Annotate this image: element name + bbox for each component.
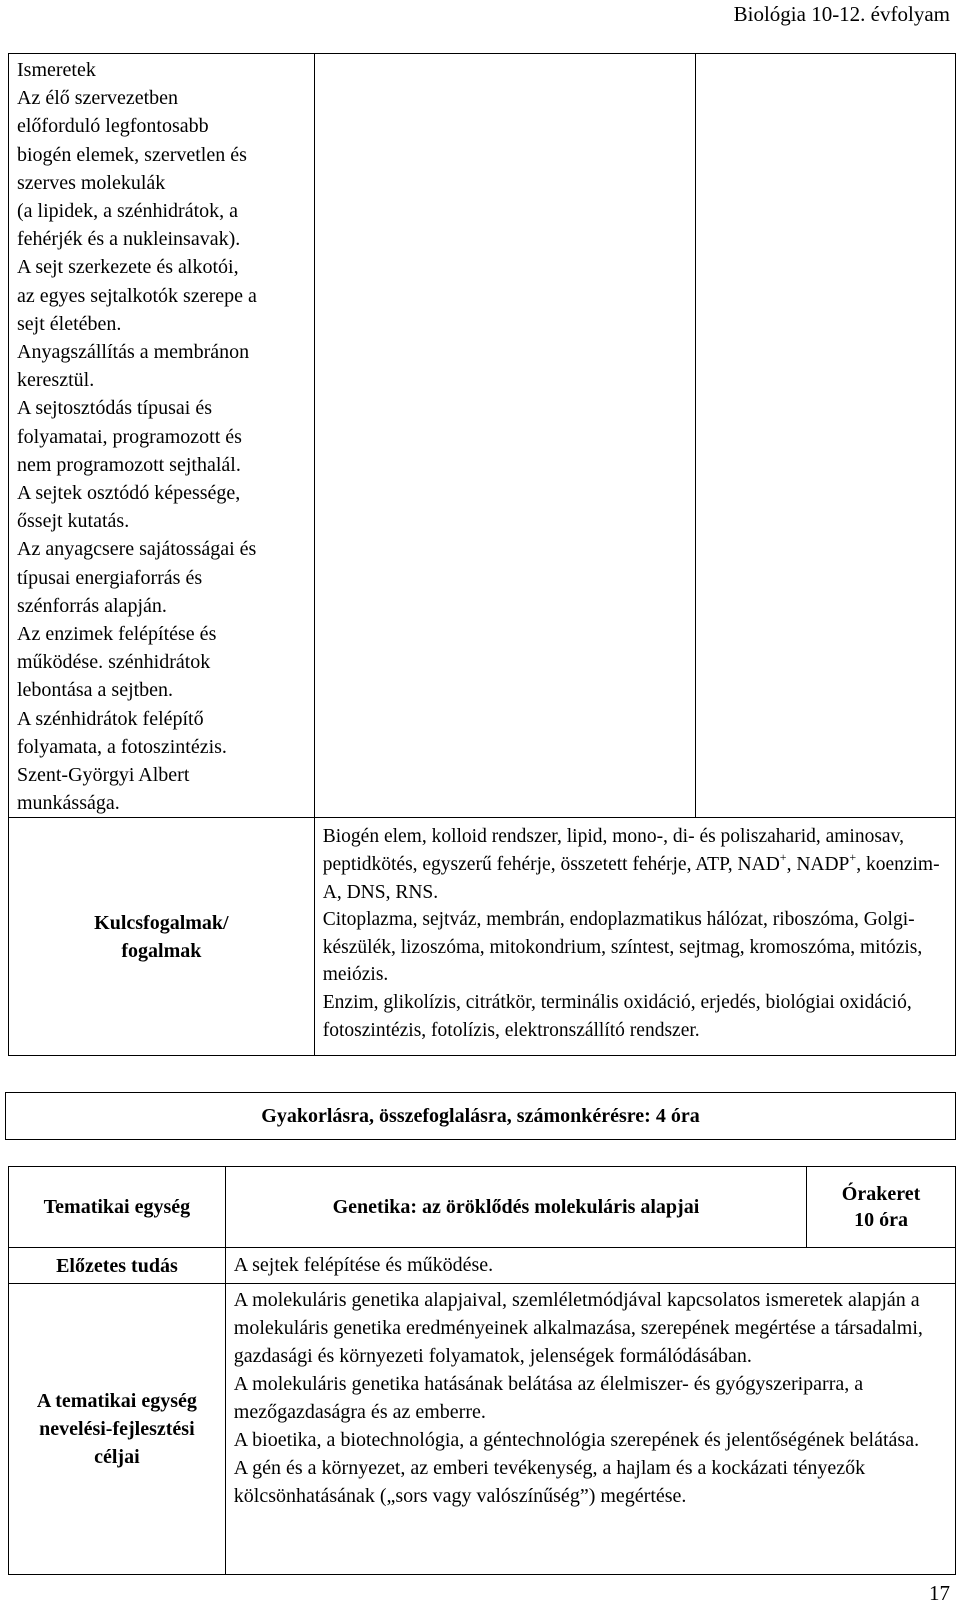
kulcsfogalmak-label: Kulcsfogalmak/ fogalmak xyxy=(9,818,315,1056)
content-table xyxy=(8,53,956,1056)
orakeret-cell: Órakeret 10 óra xyxy=(807,1167,956,1248)
page-number: 17 xyxy=(929,1581,950,1605)
empty-cell-middle xyxy=(314,54,696,818)
empty-cell-right xyxy=(696,54,956,818)
ismeretek-text: Ismeretek Az élő szervezetben előforduló legfontosabb biogén elemek, szervetlen és szerves molekulák (a lipidek, a szénhidrátok, a fehérjék és a nukleinsavak). A sejt szerkezete és alkotói, az egyes sejtalkotók szerepe a sejt életében. Anyagszállítás a membránon keresztül. A sejtosztódás típusai és folyamatai, programozott és nem programozott sejthalál. A sejtek osztódó képessége, őssejt kutatás. Az anyagcsere sajátosságai és típusai energiaforrás és szénforrás alapján. Az enzimek felépítése és működése. szénhidrátok lebontása a sejtben. A szénhidrátok felépítő folyamata, a fotoszintézis. Szent-Györgyi Albert munkássága. xyxy=(17,59,257,815)
kulcsfogalmak-text: Biogén elem, kolloid rendszer, lipid, mono-, di- és poliszaharid, aminosav, peptidkötés, egyszerű fehérje, összetett fehérje, ATP, NAD+, NADP+, koenzim-A, DNS, RNS. Citoplazma, sejtváz, membrán, endoplazmatikus hálózat, riboszóma, Golgi-készülék, lizoszóma, mitokondrium, színtest, sejtmag, kromoszóma, mitózis, meiózis. Enzim, glikolízis, citrátkör, terminális oxidáció, erjedés, biológiai oxidáció, fotoszintézis, fotolízis, elektronszállító rendszer. xyxy=(314,818,955,1056)
page-header: Biológia 10-12. évfolyam xyxy=(733,2,950,26)
practice-hours-text: Gyakorlásra, összefoglalásra, számonkérésre: 4 óra xyxy=(6,1093,956,1140)
practice-hours-box xyxy=(5,1092,956,1140)
celjai-label: A tematikai egység nevelési-fejlesztési céljai xyxy=(9,1284,226,1575)
celjai-text: A molekuláris genetika alapjaival, szemléletmódjával kapcsolatos ismeretek alapján a molekuláris genetika eredményeinek alkalmazása, szerepének megértése a társadalmi, gazdasági és környezeti folyamatok, jelenségek formálódásában. A molekuláris genetika hatásának belátása az élelmiszer- és gyógyszeriparra, a mezőgazdaságra és az emberre. A bioetika, a biotechnológia, a géntechnológia szerepének és jelentőségének belátása. A gén és a környezet, az emberi tevékenység, a hajlam és a kockázati tényezők kölcsönhatásának („sors vagy valószínűség”) megértése. xyxy=(225,1284,955,1575)
genetika-table xyxy=(8,1166,956,1575)
tematikai-egyseg-title: Genetika: az öröklődés molekuláris alapjai xyxy=(225,1167,806,1248)
elozetes-tudas-text: A sejtek felépítése és működése. xyxy=(225,1248,955,1284)
tematikai-egyseg-label: Tematikai egység xyxy=(9,1167,226,1248)
ismeretek-cell xyxy=(9,54,315,818)
elozetes-tudas-label: Előzetes tudás xyxy=(9,1248,226,1284)
